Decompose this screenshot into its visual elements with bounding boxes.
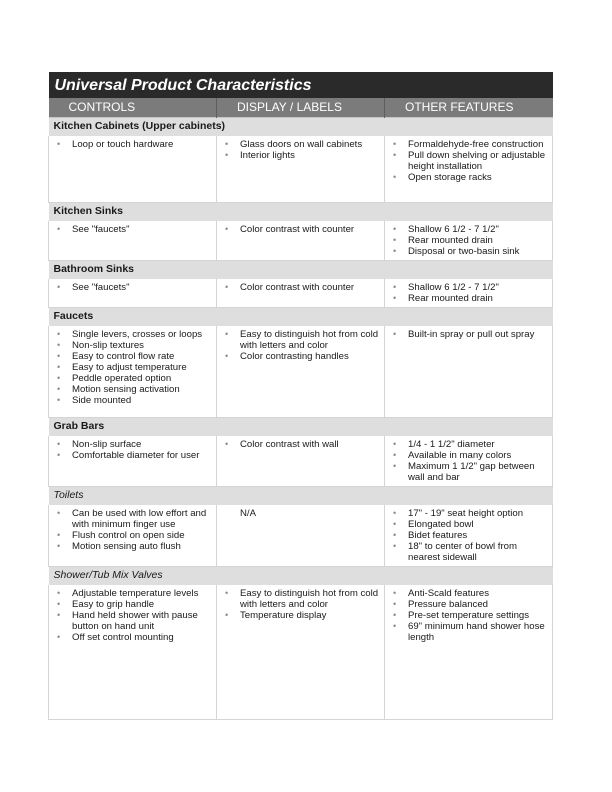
other-list <box>389 282 548 304</box>
section-header-row <box>49 307 553 326</box>
other-list <box>389 508 548 563</box>
list-item: • Maximum 1 1/2" gap between wall and bar <box>389 461 548 483</box>
other-features-cell <box>385 436 553 487</box>
column-header-controls: CONTROLS <box>49 98 217 118</box>
other-features-cell <box>385 279 553 308</box>
controls-list <box>53 224 212 235</box>
list-item: • Color contrast with wall <box>221 439 380 450</box>
section-title: Bathroom Sinks <box>49 260 553 279</box>
list-item: • Available in many colors <box>389 450 548 461</box>
list-item: • Pre-set temperature settings <box>389 610 548 621</box>
controls-cell <box>49 279 217 308</box>
other-features-cell <box>385 326 553 418</box>
controls-list <box>53 588 212 643</box>
display-list <box>221 329 380 362</box>
section-title: Faucets <box>49 307 553 326</box>
section-title: Grab Bars <box>49 418 553 437</box>
list-item: • Shallow 6 1/2 - 7 1/2" <box>389 282 548 293</box>
display-list <box>221 139 380 161</box>
display-labels-cell <box>217 326 385 418</box>
list-item: • Color contrasting handles <box>221 351 380 362</box>
list-item: • Disposal or two-basin sink <box>389 246 548 257</box>
section-header-row <box>49 567 553 586</box>
list-item: • 17" - 19" seat height option <box>389 508 548 519</box>
column-header-display-labels: DISPLAY / LABELS <box>217 98 385 118</box>
section-title: Shower/Tub Mix Valves <box>49 567 553 586</box>
list-item: • Single levers, crosses or loops <box>53 329 212 340</box>
other-features-cell <box>385 136 553 202</box>
product-characteristics-table <box>48 72 553 720</box>
section-body-row <box>49 436 553 487</box>
list-item: • Adjustable temperature levels <box>53 588 212 599</box>
list-item: • Easy to adjust temperature <box>53 362 212 373</box>
section-body-row <box>49 221 553 261</box>
list-item: • Rear mounted drain <box>389 293 548 304</box>
list-item: • Temperature display <box>221 610 380 621</box>
display-labels-cell <box>217 279 385 308</box>
list-item: • Open storage racks <box>389 172 548 183</box>
list-item: • Easy to control flow rate <box>53 351 212 362</box>
list-item: • See "faucets" <box>53 282 212 293</box>
section-header-row <box>49 487 553 506</box>
other-list <box>389 224 548 257</box>
other-list <box>389 139 548 183</box>
controls-list <box>53 508 212 552</box>
other-features-cell <box>385 585 553 719</box>
display-labels-cell <box>217 221 385 261</box>
display-list <box>221 224 380 235</box>
display-text: N/A <box>240 508 256 519</box>
display-list <box>221 439 380 450</box>
title-row <box>49 72 553 98</box>
list-item: • Easy to grip handle <box>53 599 212 610</box>
list-item: • Built-in spray or pull out spray <box>389 329 548 340</box>
section-body-row <box>49 585 553 719</box>
list-item: • Glass doors on wall cabinets <box>221 139 380 150</box>
list-item: • Hand held shower with pause button on hand unit <box>53 610 212 632</box>
display-labels-cell <box>217 136 385 202</box>
controls-list <box>53 439 212 461</box>
list-item: • Elongated bowl <box>389 519 548 530</box>
list-item: • 1/4 - 1 1/2" diameter <box>389 439 548 450</box>
list-item: • Rear mounted drain <box>389 235 548 246</box>
section-title: Kitchen Cabinets (Upper cabinets) <box>49 118 553 137</box>
section-header-row <box>49 118 553 137</box>
section-body-row <box>49 505 553 567</box>
list-item: • 18" to center of bowl from nearest sidewall <box>389 541 548 563</box>
controls-cell <box>49 505 217 567</box>
list-item: • Motion sensing auto flush <box>53 541 212 552</box>
list-item: • Non-slip surface <box>53 439 212 450</box>
table-title: Universal Product Characteristics <box>49 72 553 98</box>
list-item: • Color contrast with counter <box>221 224 380 235</box>
display-list <box>221 588 380 621</box>
list-item: • 69" minimum hand shower hose length <box>389 621 548 643</box>
controls-cell <box>49 585 217 719</box>
list-item: • Side mounted <box>53 395 212 406</box>
other-features-cell <box>385 505 553 567</box>
section-body-row <box>49 326 553 418</box>
list-item: • Color contrast with counter <box>221 282 380 293</box>
list-item: • Off set control mounting <box>53 632 212 643</box>
list-item: • Can be used with low effort and with minimum finger use <box>53 508 212 530</box>
controls-list <box>53 282 212 293</box>
controls-cell <box>49 326 217 418</box>
column-header-other-features: OTHER FEATURES <box>385 98 553 118</box>
list-item: • Loop or touch hardware <box>53 139 212 150</box>
list-item: • Pull down shelving or adjustable height installation <box>389 150 548 172</box>
section-body-row <box>49 136 553 202</box>
section-title: Toilets <box>49 487 553 506</box>
column-header-row <box>49 98 553 118</box>
list-item: • Anti-Scald features <box>389 588 548 599</box>
section-body-row <box>49 279 553 308</box>
list-item: • Pressure balanced <box>389 599 548 610</box>
controls-list <box>53 139 212 150</box>
controls-cell <box>49 221 217 261</box>
list-item: • Comfortable diameter for user <box>53 450 212 461</box>
section-header-row <box>49 260 553 279</box>
other-list <box>389 588 548 643</box>
list-item: • Easy to distinguish hot from cold with letters and color <box>221 329 380 351</box>
section-header-row <box>49 418 553 437</box>
section-title: Kitchen Sinks <box>49 202 553 221</box>
display-list <box>221 282 380 293</box>
list-item: • Formaldehyde-free construction <box>389 139 548 150</box>
list-item: • Easy to distinguish hot from cold with letters and color <box>221 588 380 610</box>
display-labels-cell <box>217 436 385 487</box>
display-labels-cell <box>217 585 385 719</box>
list-item: • Motion sensing activation <box>53 384 212 395</box>
section-header-row <box>49 202 553 221</box>
list-item: • Peddle operated option <box>53 373 212 384</box>
display-labels-cell <box>217 505 385 567</box>
controls-cell <box>49 136 217 202</box>
controls-list <box>53 329 212 406</box>
list-item: • See "faucets" <box>53 224 212 235</box>
list-item: • Shallow 6 1/2 - 7 1/2" <box>389 224 548 235</box>
other-list <box>389 439 548 483</box>
list-item: • Bidet features <box>389 530 548 541</box>
other-list <box>389 329 548 340</box>
list-item: • Flush control on open side <box>53 530 212 541</box>
other-features-cell <box>385 221 553 261</box>
controls-cell <box>49 436 217 487</box>
list-item: • Interior lights <box>221 150 380 161</box>
list-item: • Non-slip textures <box>53 340 212 351</box>
